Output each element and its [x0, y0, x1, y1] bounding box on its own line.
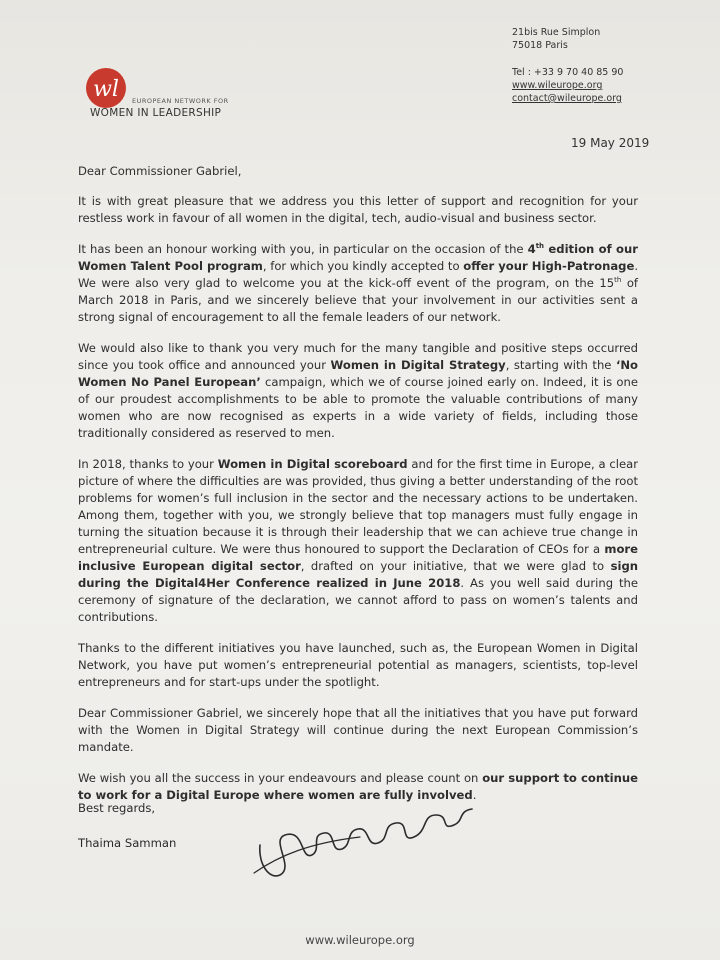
paragraph-3: We would also like to thank you very much for the many tangible and positive steps occurred since you took office and announced your Women in Digital Strategy, starting with the ‘No Women No Panel European’ campaign, which we of course joined early on. Indeed, it is one of our proudest accomplishments to be able to promote the valuable contributions of many women who are now recognised as experts in a wide variety of fields, including those traditionally considered as reserved to men.	[78, 341, 639, 440]
organization-logo	[84, 66, 244, 126]
footer-website: www.wileurope.org	[305, 933, 415, 947]
paragraph-5: Thanks to the different initiatives you have launched, such as, the European Women in Digital Network, you have put women’s entrepreneurial potential as managers, scientists, top-level entrepreneurs and for start-ups under the spotlight.	[78, 641, 638, 689]
paragraph-1: It is with great pleasure that we address you this letter of support and recognition for your restless work in favour of all women in the digital, tech, audio-visual and business sector.	[78, 194, 638, 225]
salutation: Dear Commissioner Gabriel,	[78, 164, 242, 178]
closing-line: Best regards,	[78, 801, 156, 815]
paragraph-2: It has been an honour working with you, in particular on the occasion of the 4th edition of our Women Talent Pool program, for which you kindly accepted to offer your High-Patronage. We were also very glad to welcome you at the kick-off event of the program, on the 15th of March 2018 in Paris, and we sincerely believe that your involvement in our activities sent a strong signal of encouragement to all the female leaders of our network.	[78, 242, 638, 324]
address-phone: Tel : +33 9 70 40 85 90	[512, 67, 624, 78]
paragraph-7: We wish you all the success in your endeavours and please count on our support to continue to work for a Digital Europe where women are fully involved.	[78, 771, 638, 802]
handwritten-signature	[250, 785, 490, 895]
logo-network-line: EUROPEAN NETWORK FOR	[132, 97, 229, 105]
address-email-link[interactable]: contact@wileurope.org	[512, 93, 622, 104]
signer-name: Thaima Samman	[78, 836, 177, 850]
logo-org-name: WOMEN IN LEADERSHIP	[90, 107, 222, 119]
letter-body	[78, 163, 638, 818]
wl-logo-icon	[84, 66, 130, 110]
address-city: 75018 Paris	[512, 40, 568, 51]
address-website-link[interactable]: www.wileurope.org	[512, 80, 603, 91]
address-block	[512, 26, 623, 105]
logo-mark-text: wl	[93, 77, 119, 102]
paragraph-6: Dear Commissioner Gabriel, we sincerely hope that all the initiatives that you have put forward with the Women in Digital Strategy will continue during the next European Commission’s mandate.	[78, 706, 638, 754]
address-street: 21bis Rue Simplon	[512, 27, 601, 38]
letter-date: 19 May 2019	[571, 136, 650, 150]
paragraph-4: In 2018, thanks to your Women in Digital scoreboard and for the first time in Europe, a clear picture of where the difficulties are was provided, thus giving a better understanding of the root problems for women’s full inclusion in the sector and the necessary actions to be undertaken. Among them, together with you, we strongly believe that top managers must fully engage in turning the situation because it is through their leadership that we can achieve true change in entrepreneurial culture. We were thus honoured to support the Declaration of CEOs for a more inclusive European digital sector, drafted on your initiative, that we were glad to sign during the Digital4Her Conference realized in June 2018. As you well said during the ceremony of signature of the declaration, we cannot afford to pass on women’s talents and contributions.	[78, 457, 639, 624]
